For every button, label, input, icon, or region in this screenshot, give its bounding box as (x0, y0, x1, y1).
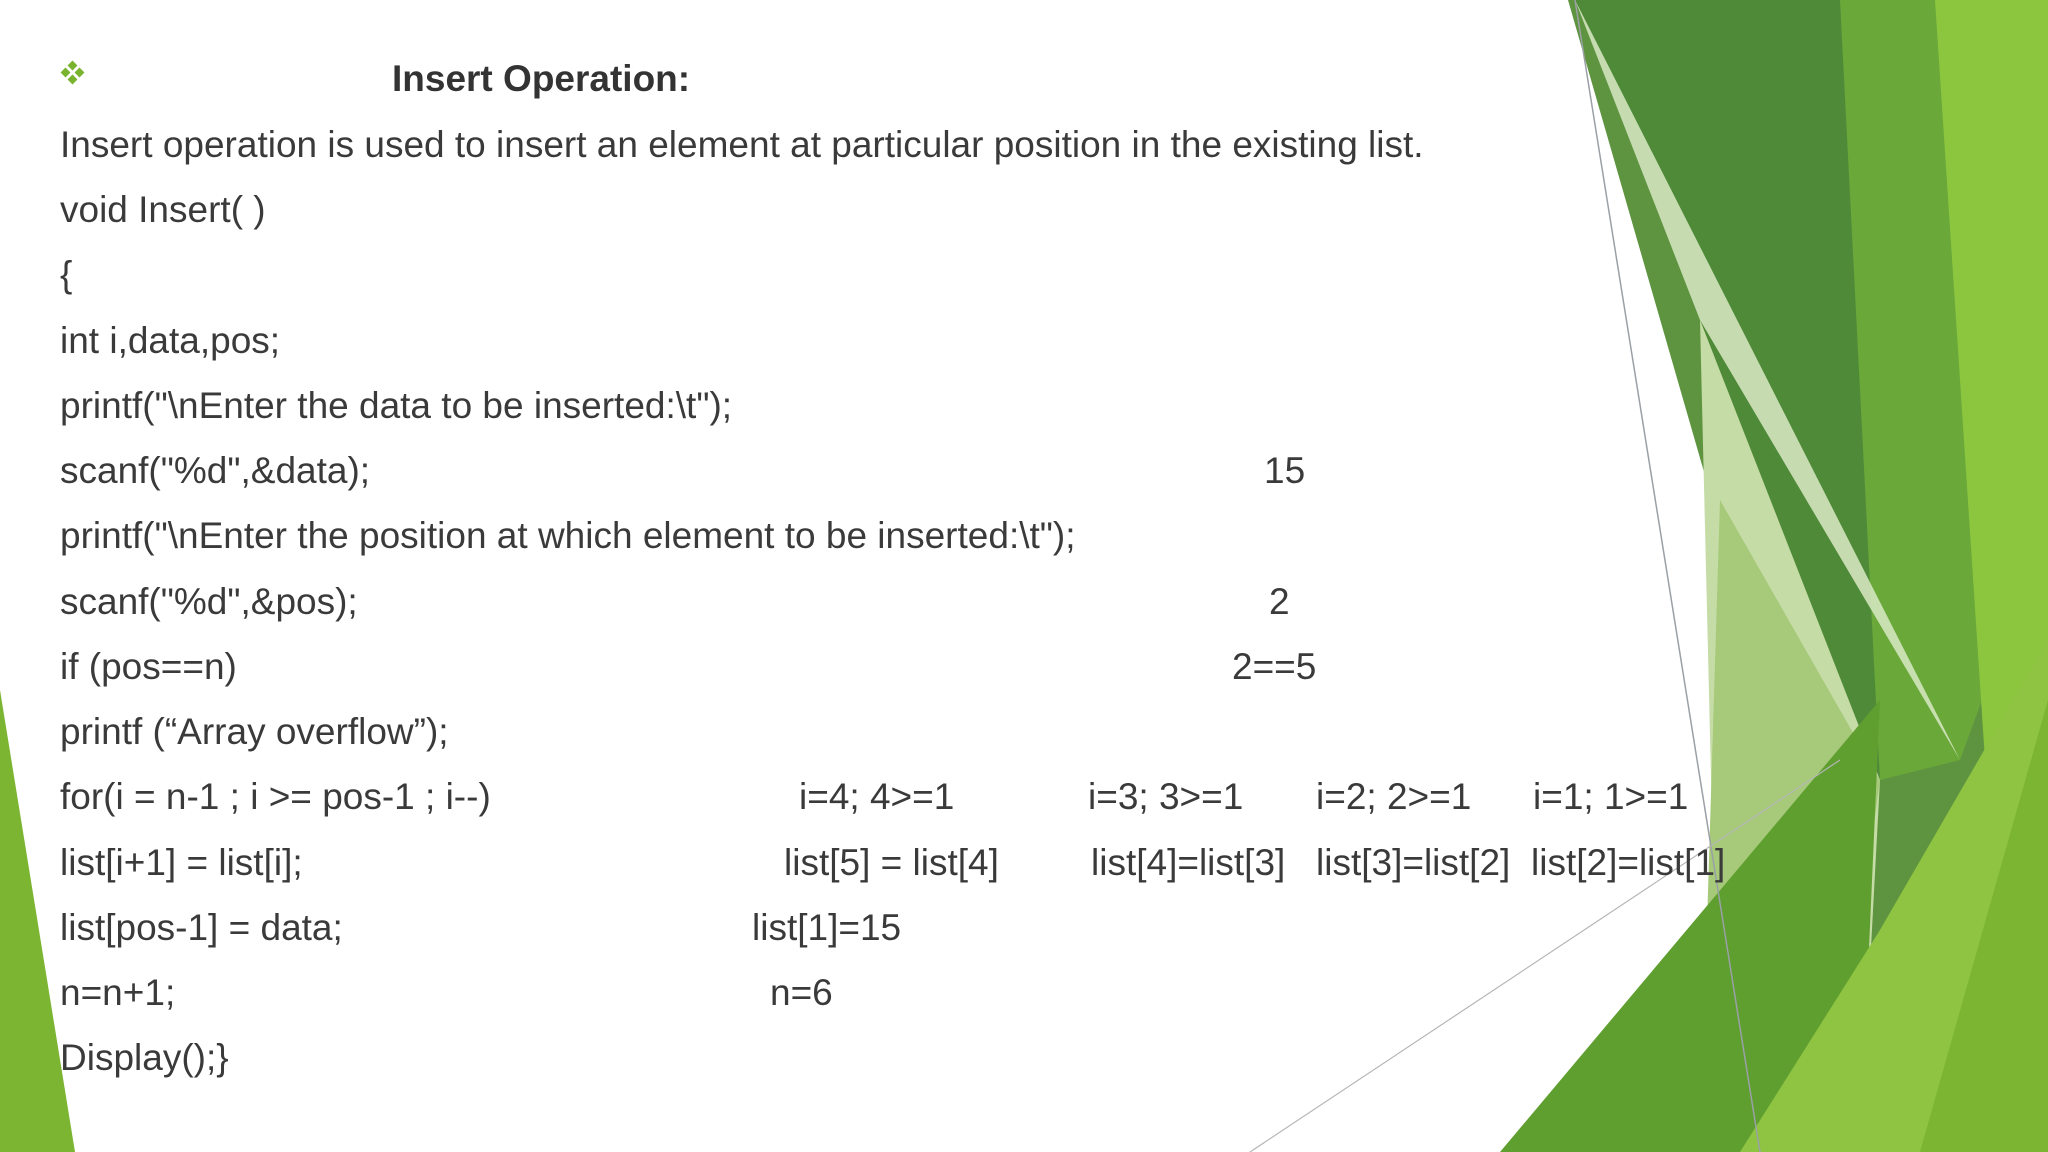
code-line: { (60, 254, 73, 295)
code-line: n=n+1; (60, 972, 176, 1013)
loop-trace-annotation: i=2; 2>=1 (1316, 776, 1472, 817)
loop-trace-annotation: i=3; 3>=1 (1088, 776, 1244, 817)
slide-title: Insert Operation: (392, 58, 691, 99)
code-line: printf("\nEnter the data to be inserted:\t"); (60, 385, 733, 426)
code-line: scanf("%d",&data); (60, 450, 371, 491)
code-line: int i,data,pos; (60, 320, 281, 361)
pos-check-annotation: 2==5 (1232, 646, 1317, 687)
n-result-annotation: n=6 (770, 972, 833, 1013)
shift-trace-annotation: list[4]=list[3] (1091, 842, 1286, 883)
description-text: Insert operation is used to insert an element at particular position in the existing list. (60, 124, 1424, 165)
code-line: for(i = n-1 ; i >= pos-1 ; i--) (60, 776, 491, 817)
shift-trace-annotation: list[2]=list[1] (1531, 842, 1726, 883)
shift-trace-annotation: list[5] = list[4] (784, 842, 999, 883)
code-line: void Insert( ) (60, 189, 266, 230)
pos-value-annotation: 2 (1269, 581, 1290, 622)
diamond-bullet-icon (60, 60, 86, 86)
loop-trace-annotation: i=4; 4>=1 (799, 776, 955, 817)
code-line: list[i+1] = list[i]; (60, 842, 303, 883)
code-line: scanf("%d",&pos); (60, 581, 358, 622)
data-value-annotation: 15 (1264, 450, 1306, 491)
code-line: if (pos==n) (60, 646, 237, 687)
insert-result-annotation: list[1]=15 (752, 907, 902, 948)
shift-trace-annotation: list[3]=list[2] (1316, 842, 1511, 883)
code-line: printf("\nEnter the position at which element to be inserted:\t"); (60, 515, 1076, 556)
loop-trace-annotation: i=1; 1>=1 (1533, 776, 1689, 817)
code-line: list[pos-1] = data; (60, 907, 343, 948)
code-line: printf (“Array overflow”); (60, 711, 449, 752)
code-line: Display();} (60, 1037, 229, 1078)
